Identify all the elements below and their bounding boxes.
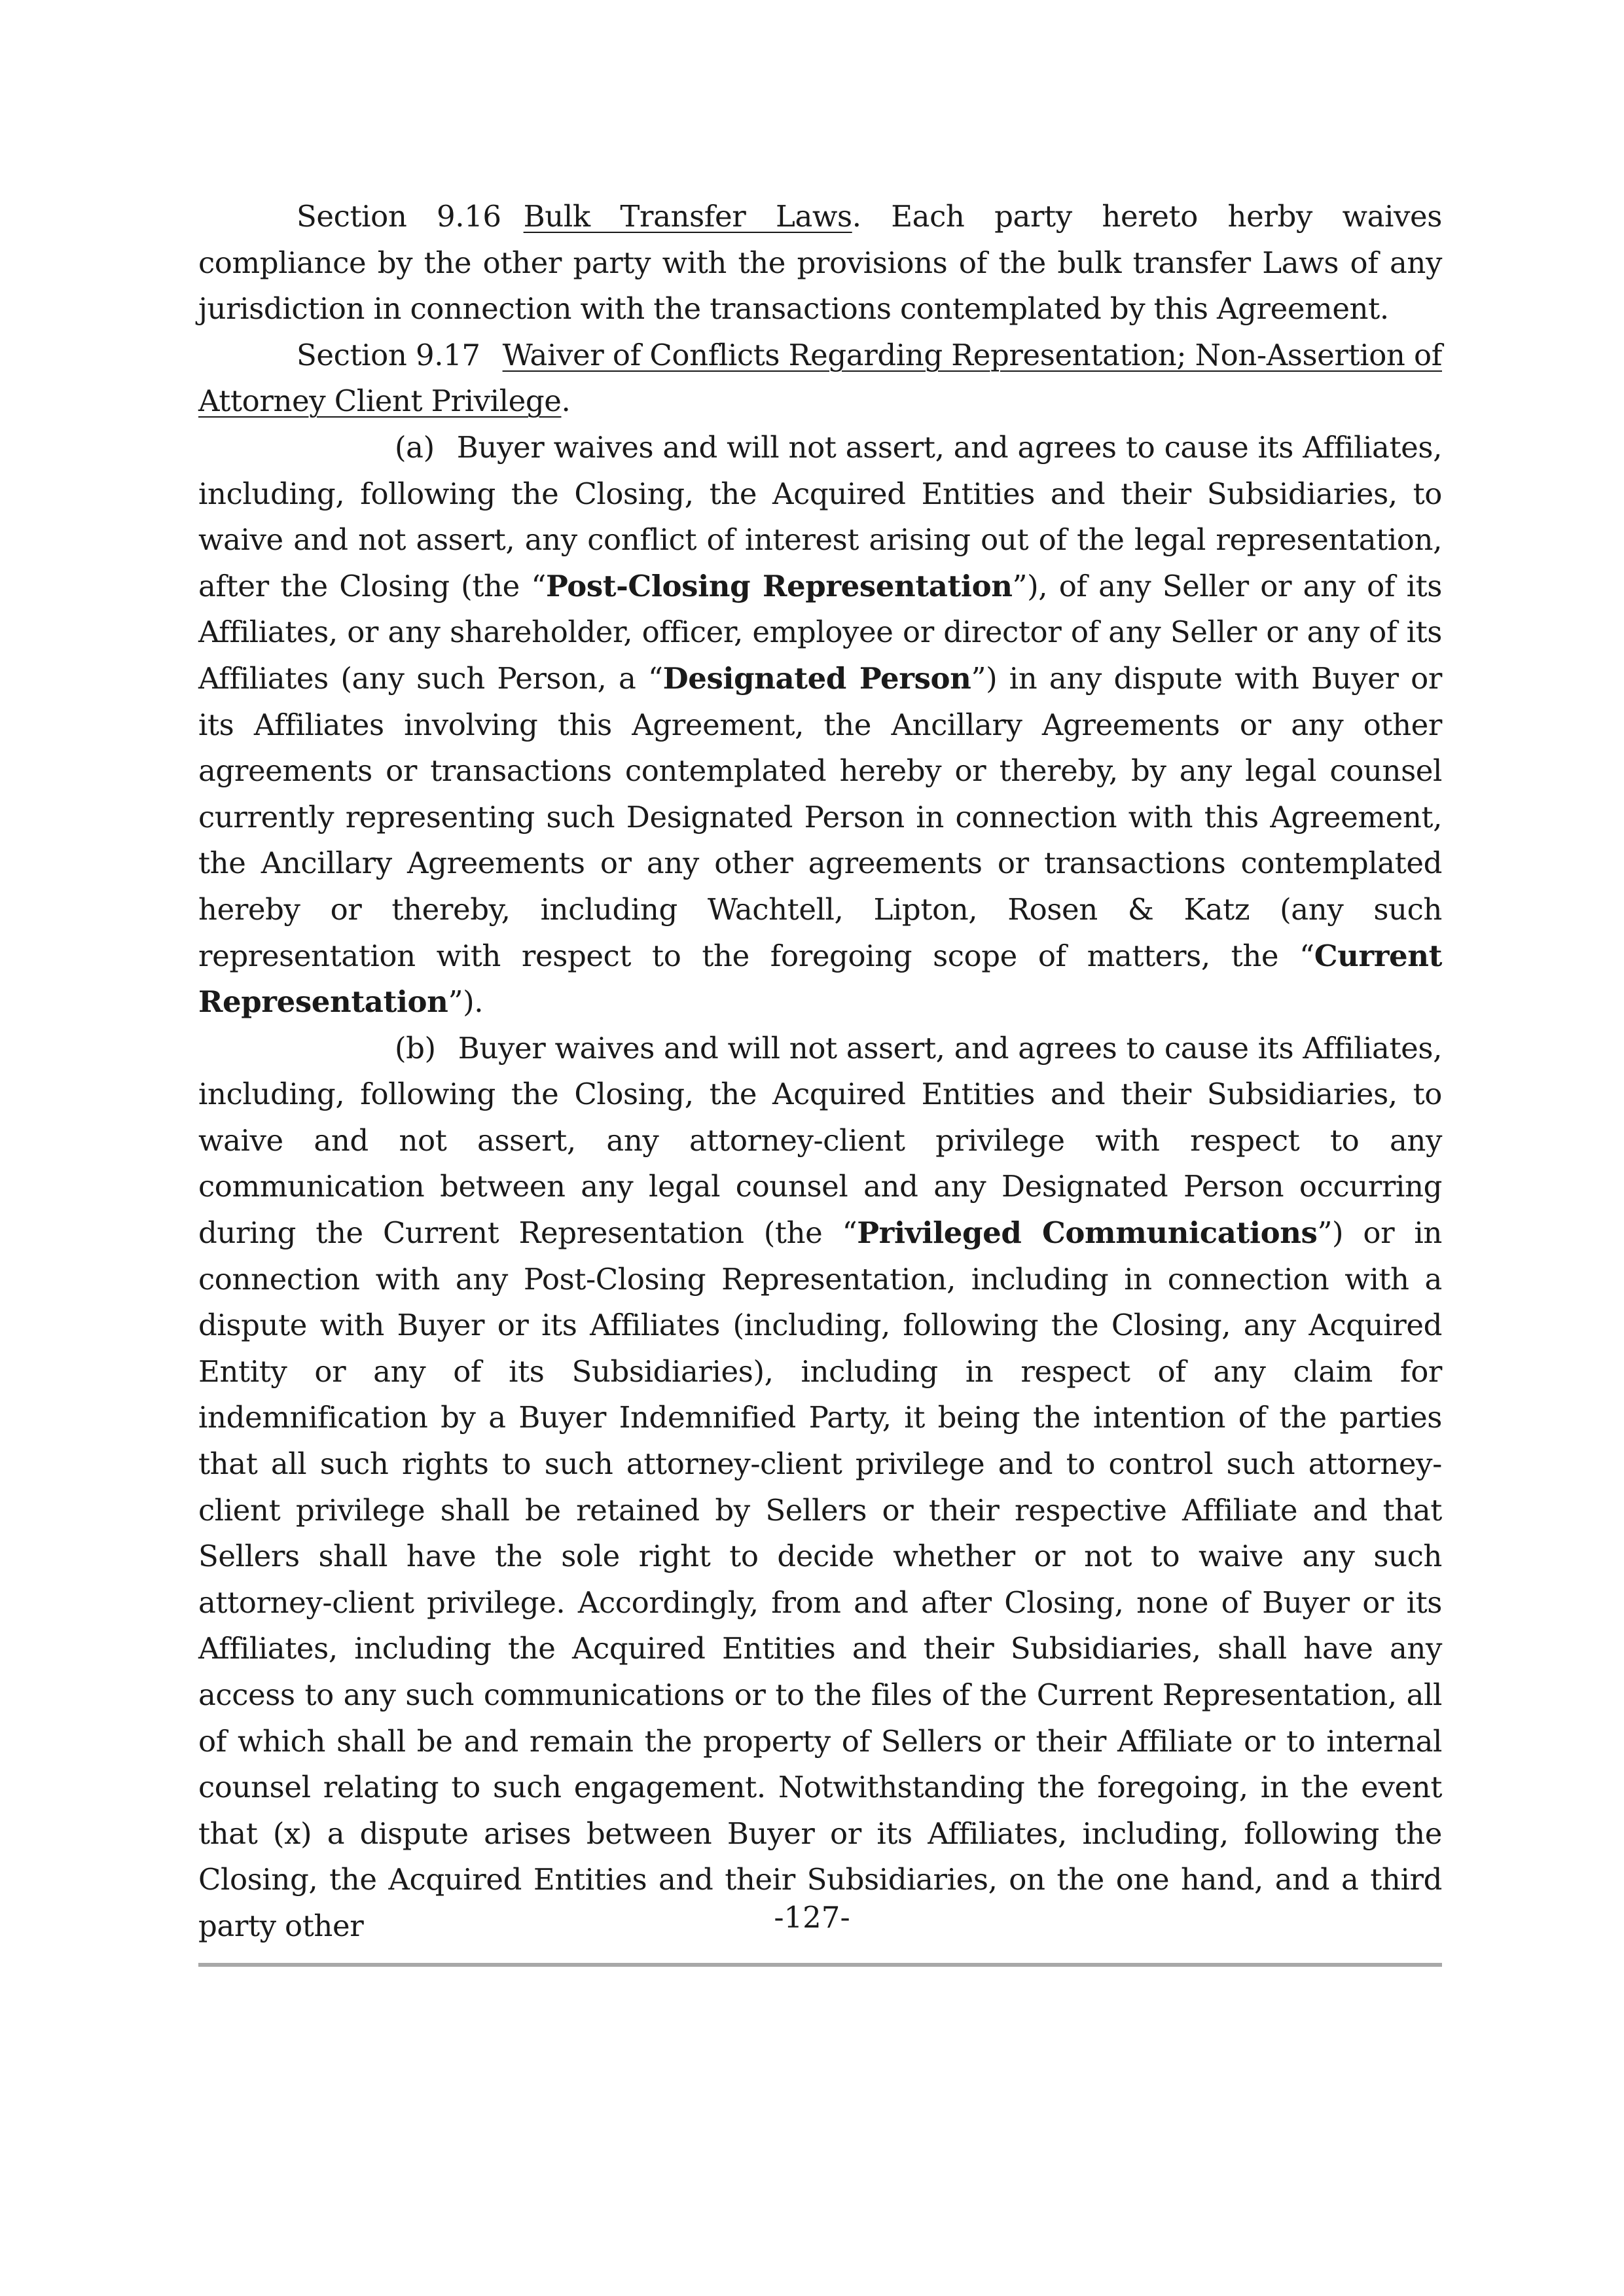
- subparagraph-text: ”) or in connection with any Post-Closing Representation, including in connection with a dispute with Buyer or its Affiliates (including, following the Closing, any Acquired Entity or any of its Subsidiaries), including in respect of any claim for indemnification by a Buyer Indemnified Party, it being the intention of the parties that all such rights to such attorney-client privilege and to control such attorney-client privilege shall be retained by Sellers or their respective Affiliate and that Sellers shall have the sole right to decide whether or not to waive any such attorney-client privilege. Accordingly, from and after Closing, none of Buyer or its Affiliates, including the Acquired Entities and their Subsidiaries, shall have any access to any such communications or to the files of the Current Representation, all of which shall be and remain the property of Sellers or their Affiliate or to internal counsel relating to such engagement. Notwithstanding the foregoing, in the event that (x) a dispute arises between Buyer or its Affiliates, including, following the Closing, the Acquired Entities and their Subsidiaries, on the one hand, and a third party other: [198, 1215, 1442, 1943]
- subparagraph-text: Buyer waives and will not assert, and agrees to cause its Affiliates, including, following the Closing, the Acquired Entities and their Subsidiaries, to waive and not assert, any conflict of interest arising out of the legal representation, after the Closing (the “: [198, 429, 1442, 603]
- section-9-17-heading-paragraph: [198, 332, 1442, 425]
- section-heading: Waiver of Conflicts Regarding Representation; Non-Assertion of Attorney Client Privilege: [198, 337, 1442, 419]
- subparagraph-label: (b): [395, 1030, 436, 1066]
- section-number: Section 9.16: [297, 199, 501, 234]
- subparagraph-text: ”), of any Seller or any of its Affiliates, or any shareholder, officer, employee or director of any Seller or any of its Affiliates (any such Person, a “: [198, 568, 1442, 696]
- footer-divider: [198, 1963, 1442, 1967]
- heading-period: .: [561, 384, 571, 419]
- subparagraph-label: (a): [395, 429, 435, 465]
- section-text: . Each party hereto herby waives compliance by the other party with the provisions of the bulk transfer Laws of any jurisdiction in connection with the transactions contemplated by this Agreement.: [198, 199, 1442, 327]
- document-body: [198, 194, 1442, 1950]
- subparagraph-text: ”) in any dispute with Buyer or its Affiliates involving this Agreement, the Ancillary Agreements or any other agreements or transactions contemplated hereby or thereby, by any legal counsel currently representing such Designated Person in connection with this Agreement, the Ancillary Agreements or any other agreements or transactions contemplated hereby or thereby, including Wachtell, Lipton, Rosen & Katz (any such representation with respect to the foregoing scope of matters, the “: [198, 660, 1442, 973]
- section-number: Section 9.17: [297, 337, 480, 372]
- section-9-16-paragraph: [198, 194, 1442, 332]
- defined-term: Current Representation: [198, 938, 1442, 1020]
- defined-term: Post-Closing Representation: [545, 568, 1013, 603]
- subparagraph-a: [198, 425, 1442, 1026]
- page-number: -127-: [774, 1900, 850, 1935]
- subparagraph-text: ”).: [448, 984, 484, 1020]
- defined-term: Designated Person: [662, 660, 971, 696]
- subparagraph-b: [198, 1026, 1442, 1950]
- subparagraph-text: Buyer waives and will not assert, and agrees to cause its Affiliates, including, following the Closing, the Acquired Entities and their Subsidiaries, to waive and not assert, any attorney-client privilege with respect to any communication between any legal counsel and any Designated Person occurring during the Current Representation (the “: [198, 1030, 1442, 1251]
- section-heading: Bulk Transfer Laws: [523, 199, 852, 234]
- defined-term: Privileged Communications: [857, 1215, 1318, 1251]
